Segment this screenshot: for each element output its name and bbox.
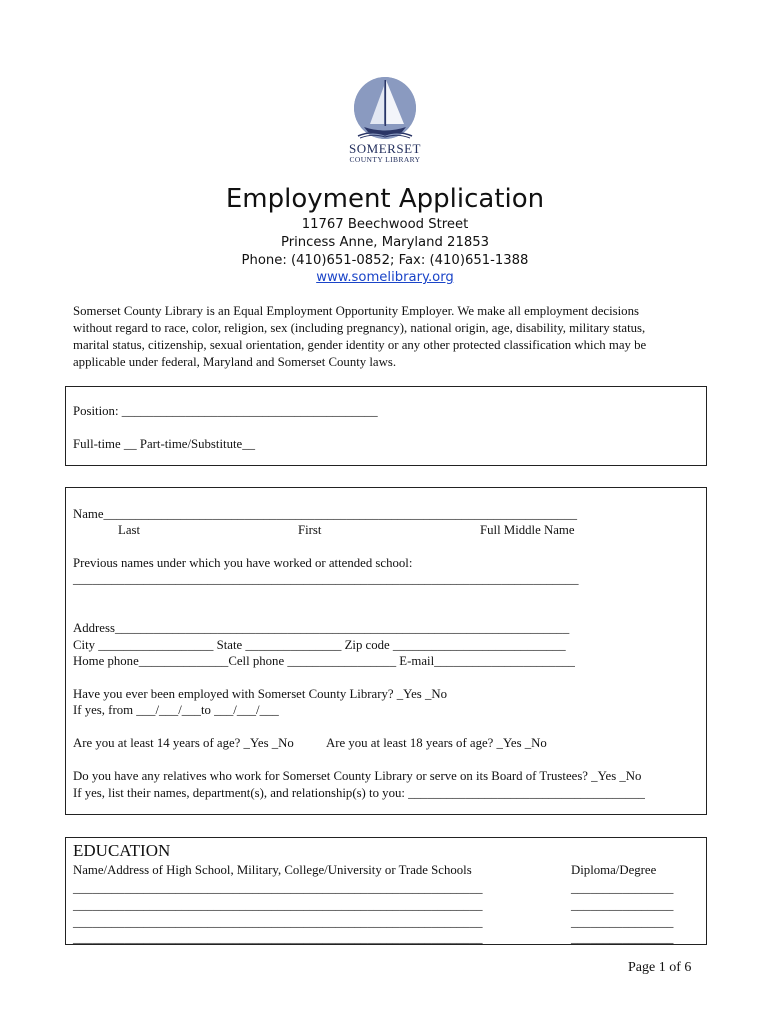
city-state-zip-field[interactable]: City __________________ State _______________ Zip code ___________________________ (73, 638, 566, 652)
eeo-line: Somerset County Library is an Equal Employment Opportunity Employer. We make all employment decisions (73, 304, 639, 318)
eeo-line: without regard to race, color, religion, sex (including pregnancy), national origin, age, disability, military status, (73, 321, 646, 335)
employment-dates-field[interactable]: If yes, from ___/___/___to ___/___/___ (73, 703, 279, 717)
degree-line[interactable]: ________________ (571, 931, 674, 945)
relatives-question[interactable]: Do you have any relatives who work for Somerset County Library or serve on its Board of Trustees? _Yes _No (73, 769, 642, 783)
page-title: Employment Application (225, 184, 545, 214)
degree-column-header: Diploma/Degree (571, 863, 657, 877)
school-line[interactable]: ________________________________________________________________ (73, 931, 483, 945)
education-heading: EDUCATION (73, 841, 171, 860)
previous-names-question: Previous names under which you have worked or attended school: (73, 556, 413, 570)
logo-subname: COUNTY LIBRARY (349, 155, 421, 164)
first-name-label: First (298, 523, 322, 537)
age-18-question[interactable]: Are you at least 18 years of age? _Yes _No (326, 736, 547, 750)
relatives-list-field[interactable]: If yes, list their names, department(s), and relationship(s) to you: _____________________________________ (73, 786, 645, 800)
last-name-label: Last (118, 523, 141, 537)
age-14-question[interactable]: Are you at least 14 years of age? _Yes _No (73, 736, 294, 750)
phone-email-field[interactable]: Home phone______________Cell phone _________________ E-mail______________________ (73, 654, 575, 668)
employment-type-field[interactable]: Full-time __ Part-time/Substitute__ (73, 437, 255, 451)
previous-names-field[interactable]: _______________________________________________________________________________ (73, 572, 579, 586)
eeo-line: applicable under federal, Maryland and Somerset County laws. (73, 355, 397, 369)
degree-line[interactable]: ________________ (571, 881, 674, 895)
degree-line[interactable]: ________________ (571, 898, 674, 912)
eeo-statement (73, 303, 705, 371)
position-field[interactable]: Position: ________________________________________ (73, 404, 378, 418)
street-address: 11767 Beechwood Street (301, 217, 469, 232)
website-link[interactable]: www.somelibrary.org (316, 270, 454, 285)
address-field[interactable]: Address_______________________________________________________________________ (73, 621, 570, 635)
sailboat-book-logo-icon (346, 72, 424, 140)
logo-name: SOMERSET (349, 141, 421, 156)
previous-employment-question[interactable]: Have you ever been employed with Somerset County Library? _Yes _No (73, 687, 447, 701)
name-field[interactable]: Name__________________________________________________________________________ (73, 507, 578, 521)
school-column-header: Name/Address of High School, Military, College/University or Trade Schools (73, 863, 472, 877)
degree-line[interactable]: ________________ (571, 915, 674, 929)
eeo-line: marital status, citizenship, sexual orientation, gender identity or any other protected classification which may be (73, 338, 647, 352)
phone-fax: Phone: (410)651-0852; Fax: (410)651-1388 (241, 253, 529, 268)
website-wrapper (0, 269, 770, 286)
city-address: Princess Anne, Maryland 21853 (281, 235, 489, 250)
page-number: Page 1 of 6 (628, 960, 692, 975)
middle-name-label: Full Middle Name (480, 523, 575, 537)
school-line[interactable]: ________________________________________________________________ (73, 881, 483, 895)
library-logo (340, 72, 430, 164)
school-line[interactable]: ________________________________________________________________ (73, 915, 483, 929)
position-section (65, 386, 707, 466)
school-line[interactable]: ________________________________________________________________ (73, 898, 483, 912)
